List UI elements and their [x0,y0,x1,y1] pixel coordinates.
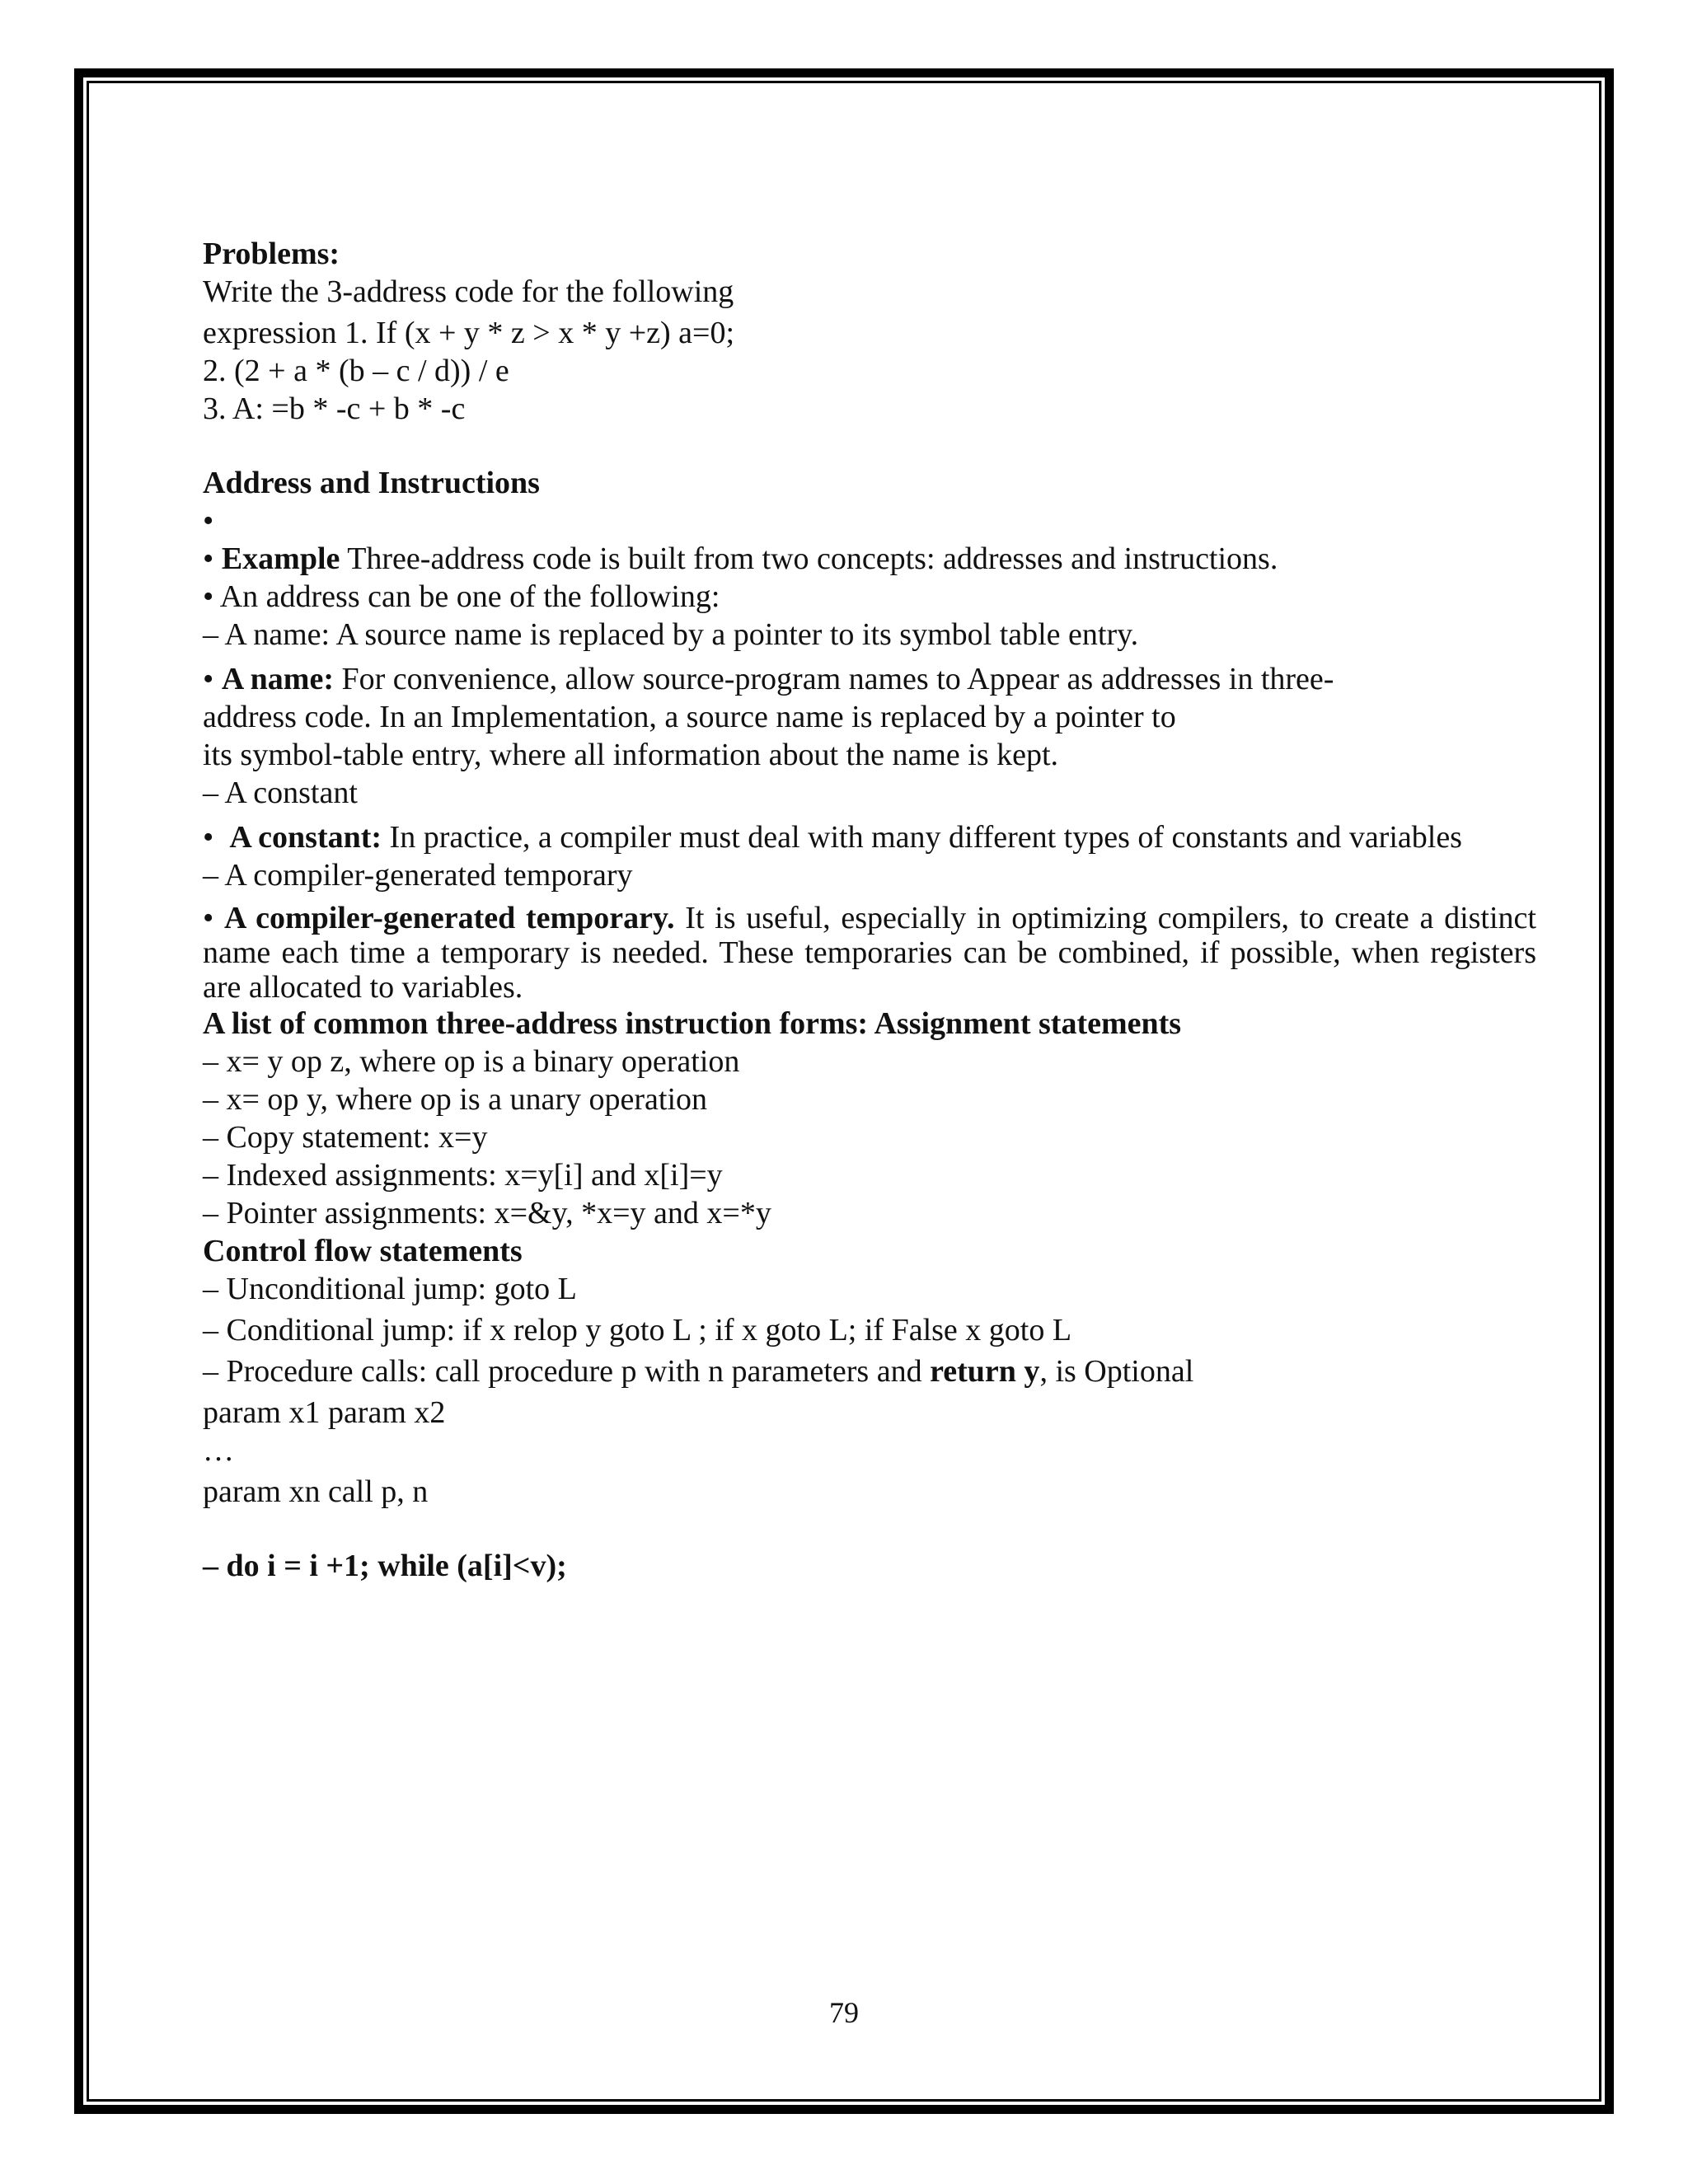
procedure-text-post: , is Optional [1039,1354,1194,1389]
empty-bullet: • [203,504,214,538]
page-number: 79 [829,1996,859,2029]
example-bullet-item [203,540,1538,578]
conditional-jump-item: – Conditional jump: if x relop y goto L ; if x goto L; if False x goto L [203,1313,1072,1347]
ellipsis-line: … [203,1433,234,1468]
name-text: For convenience, allow source-program names to Appear as addresses in three- [333,662,1334,696]
temp-bullet-item [203,901,1536,1005]
unconditional-jump-item: – Unconditional jump: goto L [203,1272,577,1306]
page-content [203,235,1538,1585]
problems-line-3: 2. (2 + a * (b – c / d)) / e [203,354,509,388]
instruction-forms-heading: A list of common three-address instruction forms: Assignment statements [203,1006,1182,1041]
address-intro: • An address can be one of the following: [203,579,720,614]
constant-label: A constant: [229,820,382,855]
bullet-mark: • [203,820,230,855]
name-dash-item: – A name: A source name is replaced by a pointer to its symbol table entry. [203,617,1139,652]
control-flow-heading: Control flow statements [203,1234,523,1268]
name-bullet-item [203,660,1538,698]
example-label: Example [221,541,340,576]
bullet-mark: • [203,541,222,576]
constant-dash-item: – A constant [203,776,358,810]
param-line-2: param xn call p, n [203,1474,429,1509]
name-text-line-2: address code. In an Implementation, a source name is replaced by a pointer to [203,700,1176,734]
problems-heading: Problems: [203,237,340,271]
problems-line-2: expression 1. If (x + y * z > x * y +z) a=0; [203,316,735,350]
temp-text: It is useful, especially in optimizing compilers, to create a distinct name each time a temporary is needed. These temporaries can be combined, if possible, when registers are allocated to variables. [203,901,1536,1005]
instruction-form-item: – Pointer assignments: x=&y, *x=y and x=*y [203,1196,771,1230]
problems-line-1: Write the 3-address code for the following [203,274,734,309]
example-text: Three-address code is built from two concepts: addresses and instructions. [340,541,1278,576]
instruction-form-item: – Copy statement: x=y [203,1120,488,1155]
instruction-form-item: – x= op y, where op is a unary operation [203,1082,708,1117]
constant-text: In practice, a compiler must deal with many different types of constants and variables [382,820,1462,855]
do-while-item: – do i = i +1; while (a[i]<v); [203,1549,567,1583]
procedure-return-label: return y [930,1354,1040,1389]
param-line-1: param x1 param x2 [203,1395,446,1430]
bullet-mark: • [203,901,225,935]
address-heading: Address and Instructions [203,466,540,500]
instruction-form-item: – Indexed assignments: x=y[i] and x[i]=y [203,1158,723,1193]
temp-label: A compiler-generated temporary. [224,901,675,935]
temp-dash-item: – A compiler-generated temporary [203,858,633,893]
procedure-text-pre: – Procedure calls: call procedure p with n parameters and [203,1354,931,1389]
bullet-mark: • [203,662,222,696]
name-text-line-3: its symbol-table entry, where all information about the name is kept. [203,738,1059,772]
name-label: A name: [221,662,334,696]
procedure-calls-item [203,1352,1538,1390]
instruction-form-item: – x= y op z, where op is a binary operation [203,1044,740,1079]
constant-bullet-item [203,818,1538,856]
problems-line-4: 3. A: =b * -c + b * -c [203,391,466,426]
